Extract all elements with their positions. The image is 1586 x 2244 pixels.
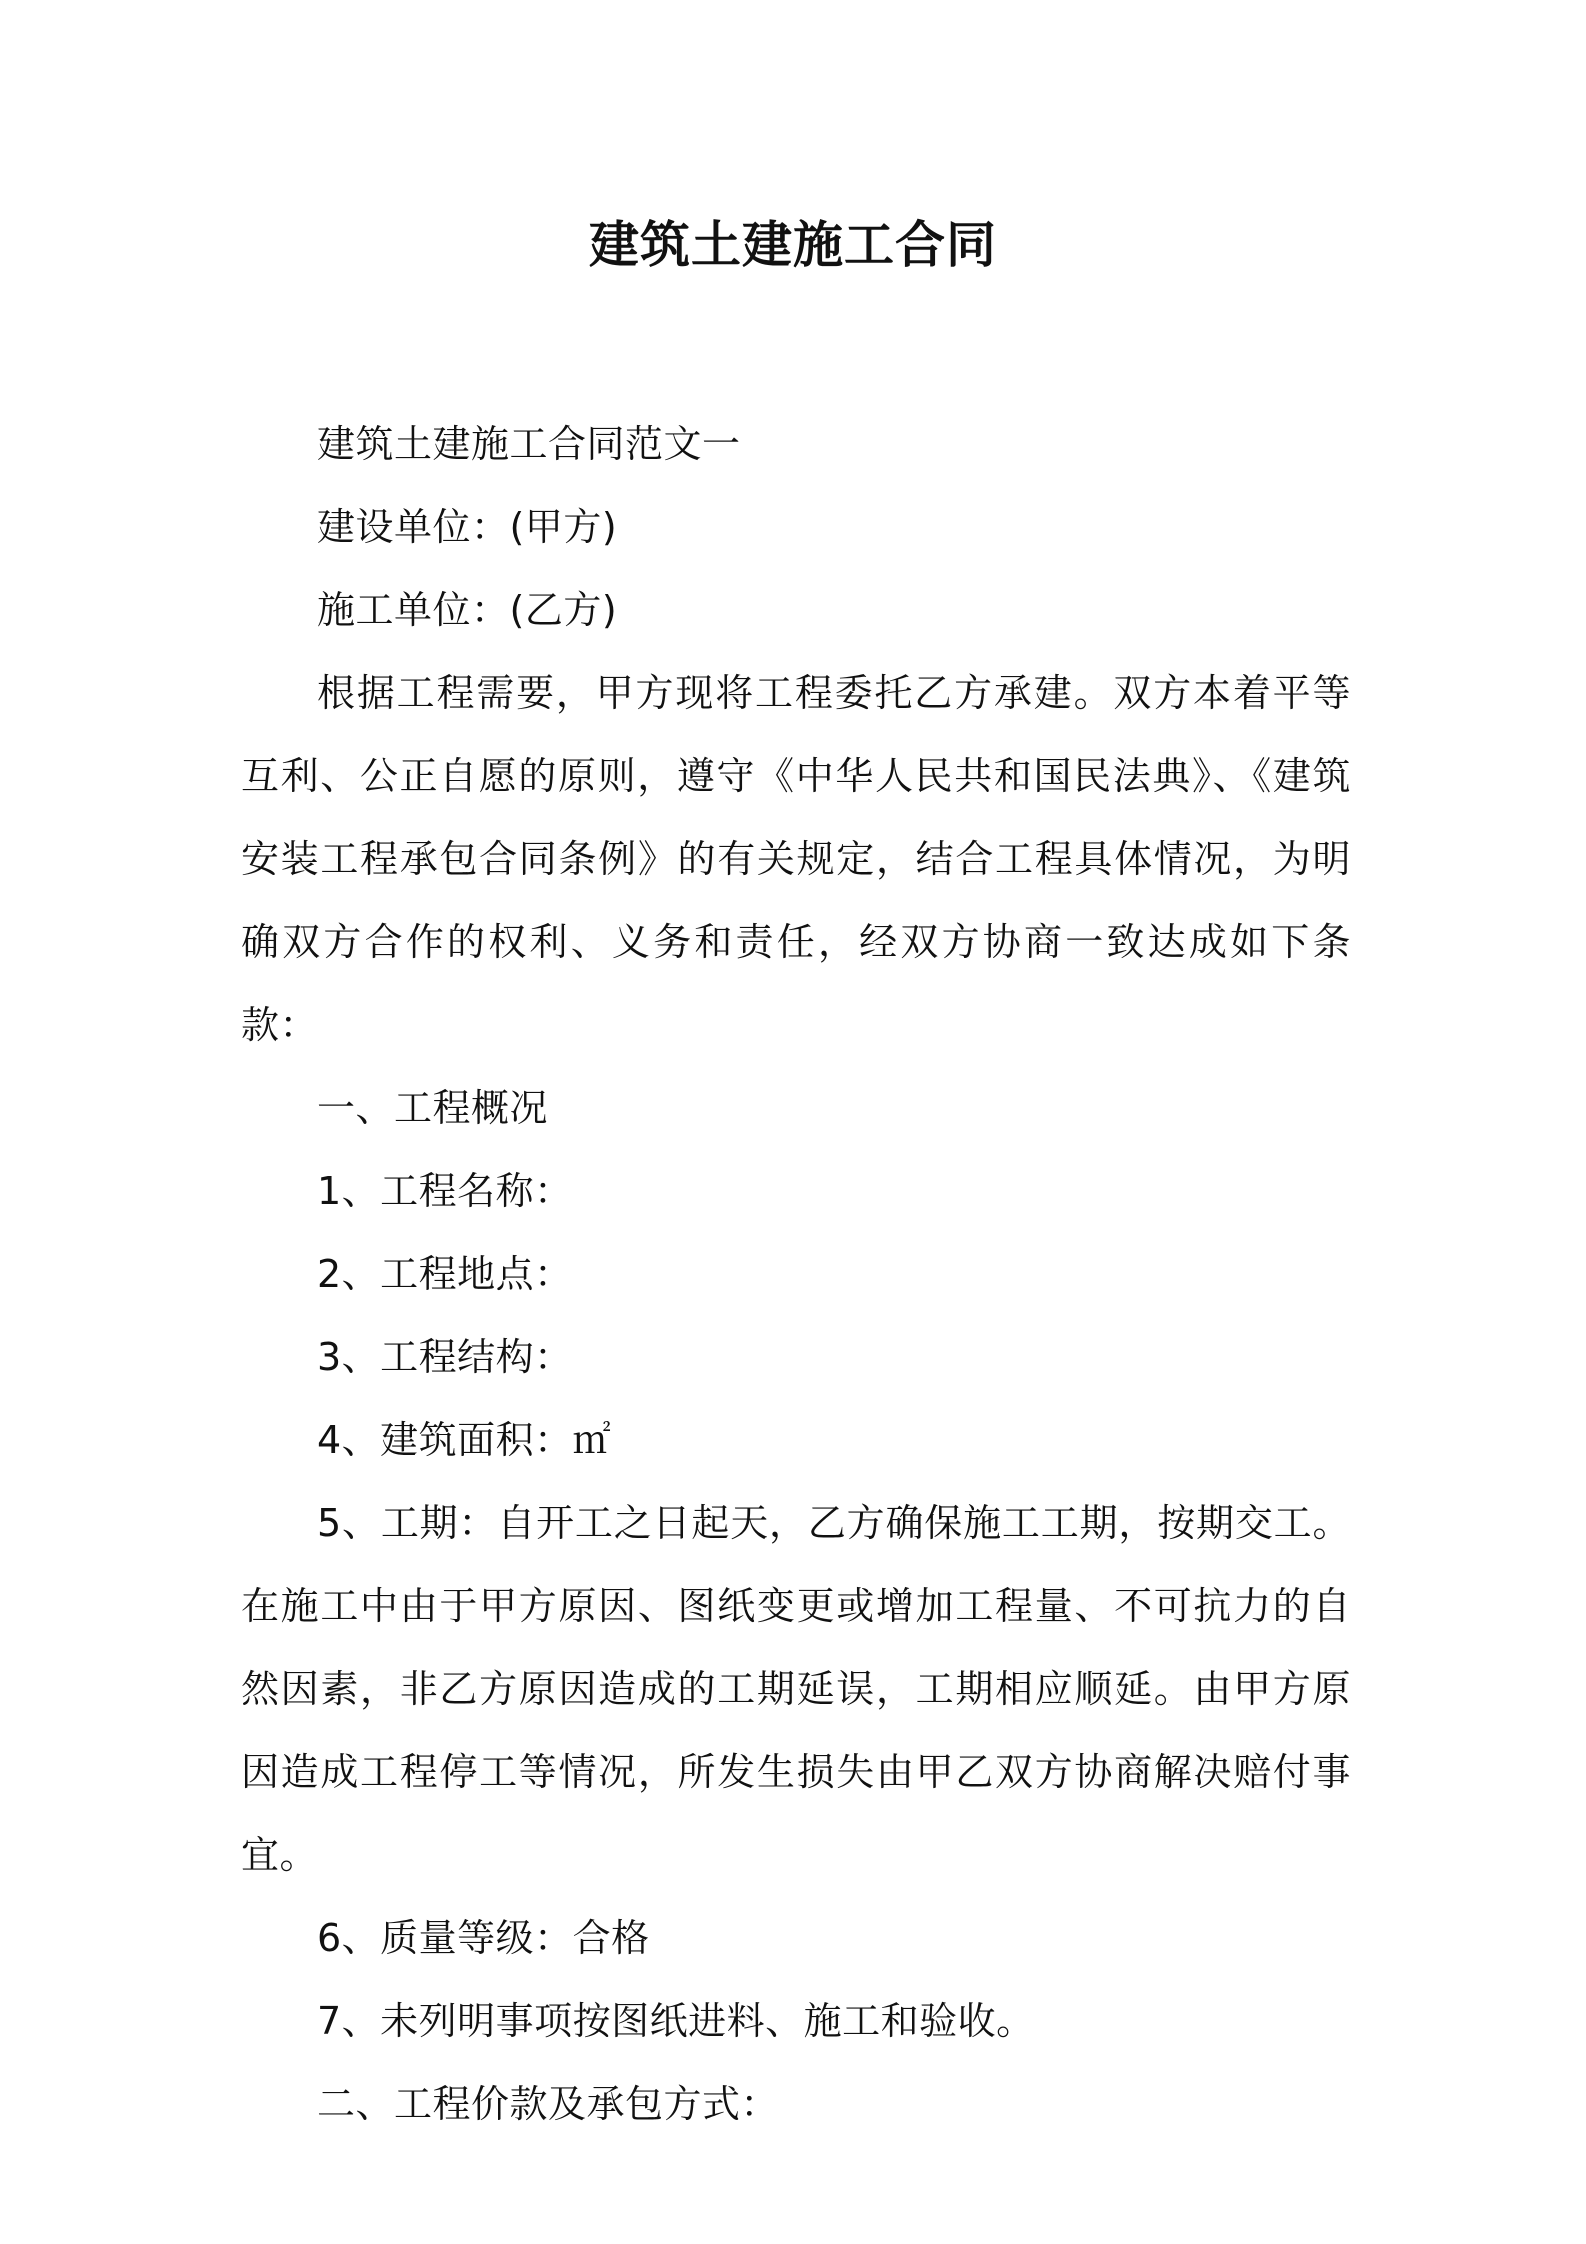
contract-sample-heading: 建筑土建施工合同范文一 [317,422,741,466]
clause-construction-period: 5、工期：自开工之日起天，乙方确保施工工期，按期交工。在施工中由于甲方原因、图纸变更或增加工程量、不可抗力的自然因素，非乙方原因造成的工期延误，工期相应顺延。由甲方原因造成工程停工等情况，所发生损失由甲乙双方协商解决赔付事宜。 [241,1501,1351,1877]
party-b-line: 施工单位：(乙方) [317,588,618,632]
document-title: 建筑土建施工合同 [589,216,997,274]
document-body [241,403,1351,2146]
section-heading-project-overview: 一、工程概况 [317,1086,549,1130]
clause-building-area: 4、建筑面积：㎡ [317,1418,612,1462]
preamble-paragraph: 根据工程需要，甲方现将工程委托乙方承建。双方本着平等互利、公正自愿的原则，遵守《中华人民共和国民法典》、《建筑安装工程承包合同条例》的有关规定，结合工程具体情况，为明确双方合作的权利、义务和责任，经双方协商一致达成如下条款： [241,671,1351,1047]
clause-project-structure: 3、工程结构： [317,1335,573,1379]
clause-project-location: 2、工程地点： [317,1252,573,1296]
clause-quality-grade: 6、质量等级：合格 [317,1916,650,1960]
section-heading-price-and-contracting: 二、工程价款及承包方式： [317,2082,780,2126]
clause-unlisted-items: 7、未列明事项按图纸进料、施工和验收。 [317,1999,1035,2043]
clause-project-name: 1、工程名称： [317,1169,573,1213]
party-a-line: 建设单位：(甲方) [317,505,618,549]
